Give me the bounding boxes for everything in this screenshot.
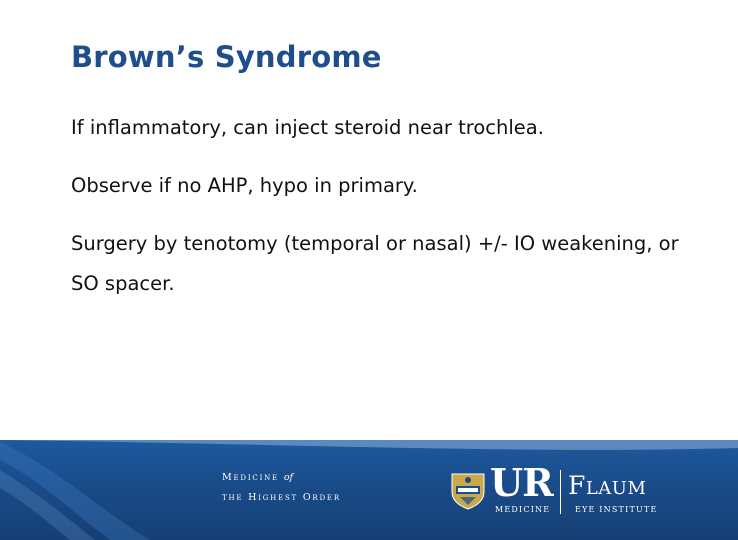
logo-medicine: MEDICINE bbox=[495, 505, 551, 514]
footer-motto bbox=[222, 468, 362, 508]
slide-title: Brown’s Syndrome bbox=[71, 40, 382, 74]
logo-ur: UR bbox=[490, 460, 553, 505]
logo-flaum: Flaum bbox=[568, 471, 647, 500]
bullet-paragraph: Surgery by tenotomy (temporal or nasal) +/- IO weakening, or SO spacer. bbox=[71, 232, 679, 295]
logo-divider bbox=[560, 470, 561, 514]
motto-line2: the Highest Order bbox=[222, 492, 341, 503]
slide-body bbox=[71, 108, 711, 322]
motto-of: of bbox=[283, 472, 294, 483]
university-crest-icon bbox=[448, 472, 488, 510]
logo-eye-institute: EYE INSTITUTE bbox=[575, 505, 658, 514]
bullet-paragraph: Observe if no AHP, hypo in primary. bbox=[71, 174, 418, 197]
bullet-paragraph: If inflammatory, can inject steroid near trochlea. bbox=[71, 116, 544, 139]
motto-line1: Medicine bbox=[222, 472, 279, 483]
